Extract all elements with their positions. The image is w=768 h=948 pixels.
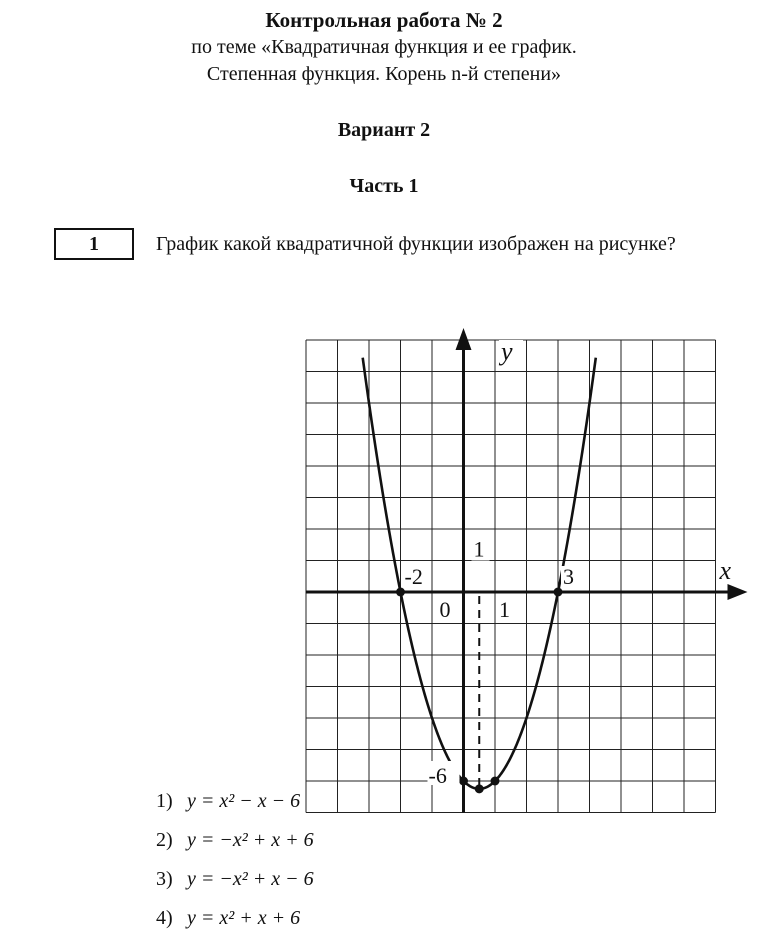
marked-point [459, 777, 468, 786]
x-axis-label: x [719, 556, 732, 585]
answer-option-number: 2) [156, 829, 173, 851]
answer-option-formula: y = −x² + x − 6 [187, 868, 314, 890]
answer-option-number: 3) [156, 868, 173, 890]
x-intercept-label-right: 3 [563, 564, 574, 589]
y-intercept-label: -6 [428, 763, 447, 788]
answer-option-formula: y = x² + x + 6 [187, 907, 301, 929]
topic-line-1: по теме «Квадратичная функция и ее график. [191, 36, 577, 58]
y-axis-label: y [501, 337, 513, 366]
answer-option-number: 4) [156, 907, 173, 929]
part-heading: Часть 1 [349, 175, 419, 197]
x-intercept-label-left: -2 [404, 564, 423, 589]
marked-point [475, 784, 484, 793]
variant-heading: Вариант 2 [337, 119, 431, 141]
answer-option-3 [156, 868, 314, 891]
marked-point [491, 777, 500, 786]
task-question: График какой квадратичной функции изображен на рисунке? [156, 233, 676, 255]
answer-option-4 [156, 907, 300, 930]
task-number-box: 1 [54, 228, 134, 260]
answer-option-formula: y = −x² + x + 6 [187, 829, 314, 851]
topic-line-2: Степенная функция. Корень n-й степени» [206, 63, 562, 85]
x-axis-arrow-icon [728, 584, 748, 600]
answer-option-number: 1) [156, 790, 173, 812]
x-unit-tick-label: 1 [499, 597, 510, 622]
answer-option-2 [156, 829, 314, 852]
y-axis-arrow-icon [456, 328, 472, 350]
answer-option-1 [156, 790, 300, 813]
marked-point [554, 588, 563, 597]
answer-option-formula: y = x² − x − 6 [187, 790, 301, 812]
y-unit-tick-label: 1 [473, 536, 485, 562]
page-title: Контрольная работа № 2 [265, 8, 503, 32]
origin-label: 0 [439, 597, 451, 622]
